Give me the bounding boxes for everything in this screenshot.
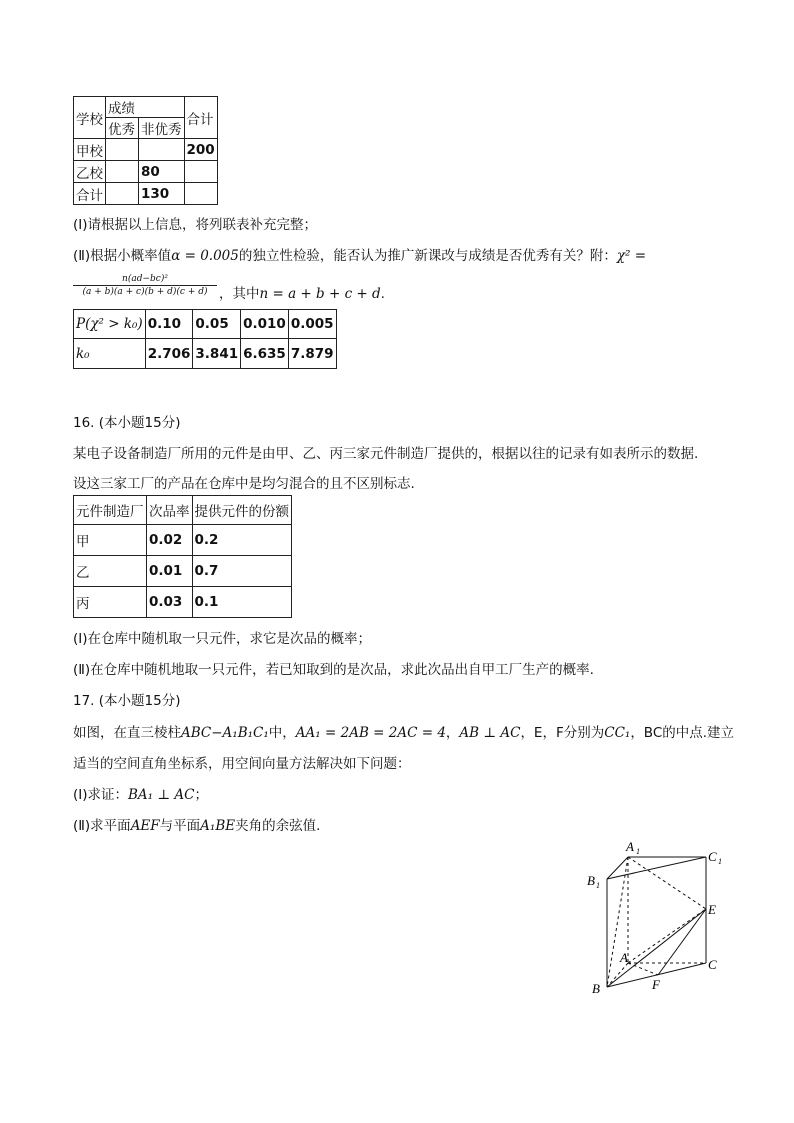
n-definition: ，其中n = a + b + c + d. <box>219 286 385 302</box>
svg-text:1: 1 <box>636 847 640 856</box>
q16-title: 16. (本小题15分) <box>73 415 181 431</box>
svg-text:1: 1 <box>596 881 600 890</box>
label-a1: A <box>626 839 634 854</box>
q16-part1: (Ⅰ)在仓库中随机取一只元件，求它是次品的概率； <box>73 631 372 647</box>
header-nonexcellent: 非优秀 <box>139 118 185 139</box>
table-row: 甲校 200 <box>74 139 218 161</box>
q17-text2: 适当的空间直角坐标系，用空间向量方法解决如下问题： <box>73 756 411 772</box>
label-b1: B <box>587 873 595 888</box>
table-row: 合计 130 <box>74 183 218 205</box>
q17-text1: 如图，在直三棱柱ABC−A₁B₁C₁中，AA₁ = 2AB = 2AC = 4，AB ⊥ AC，E，F分别为CC₁，BC的中点.建立 <box>73 725 735 741</box>
header-excellent: 优秀 <box>106 118 139 139</box>
table-row: 丙 0.03 0.1 <box>74 587 292 618</box>
q17-part1: (Ⅰ)求证：BA₁ ⊥ AC； <box>73 787 208 803</box>
chi-square-fraction: n(ad−bc)² (a + b)(a + c)(b + d)(c + d) <box>73 274 217 297</box>
q15-part1: (Ⅰ)请根据以上信息，将列联表补充完整； <box>73 217 318 233</box>
table-row: 乙校 80 <box>74 161 218 183</box>
label-c1: C <box>708 849 717 864</box>
label-c: C <box>708 957 717 972</box>
header-total: 合计 <box>184 97 217 139</box>
table-row: 乙 0.01 0.7 <box>74 556 292 587</box>
label-e: E <box>708 902 716 917</box>
header-school: 学校 <box>74 97 106 139</box>
q16-part2: (Ⅱ)在仓库中随机地取一只元件，若已知取到的是次品，求此次品出自甲工厂生产的概率. <box>73 662 594 678</box>
q16-text2: 设这三家工厂的产品在仓库中是均匀混合的且不区别标志. <box>73 476 415 492</box>
header-score: 成绩 <box>106 97 185 118</box>
label-b: B <box>592 981 600 996</box>
label-a: A <box>620 950 628 965</box>
contingency-table <box>73 96 218 205</box>
factory-table: 元件制造厂 次品率 提供元件的份额 甲 0.02 0.2 乙 0.01 0.7 丙 0.03 0.1 <box>73 495 292 618</box>
q16-text1: 某电子设备制造厂所用的元件是由甲、乙、丙三家元件制造厂提供的，根据以往的记录有如表所示的数据. <box>73 446 699 462</box>
q15-part2: (Ⅱ)根据小概率值α = 0.005的独立性检验，能否认为推广新课改与成绩是否优秀有关？附：χ² = <box>73 248 647 264</box>
q17-part2: (Ⅱ)求平面AEF与平面A₁BE夹角的余弦值. <box>73 818 321 834</box>
table-row: 甲 0.02 0.2 <box>74 525 292 556</box>
svg-text:1: 1 <box>718 857 722 866</box>
prism-figure <box>580 835 730 1000</box>
q17-title: 17. (本小题15分) <box>73 693 181 709</box>
label-f: F <box>652 977 660 992</box>
critical-value-table: P(χ² > k₀) 0.10 0.05 0.010 0.005 k₀ 2.706 3.841 6.635 7.879 <box>73 309 337 369</box>
